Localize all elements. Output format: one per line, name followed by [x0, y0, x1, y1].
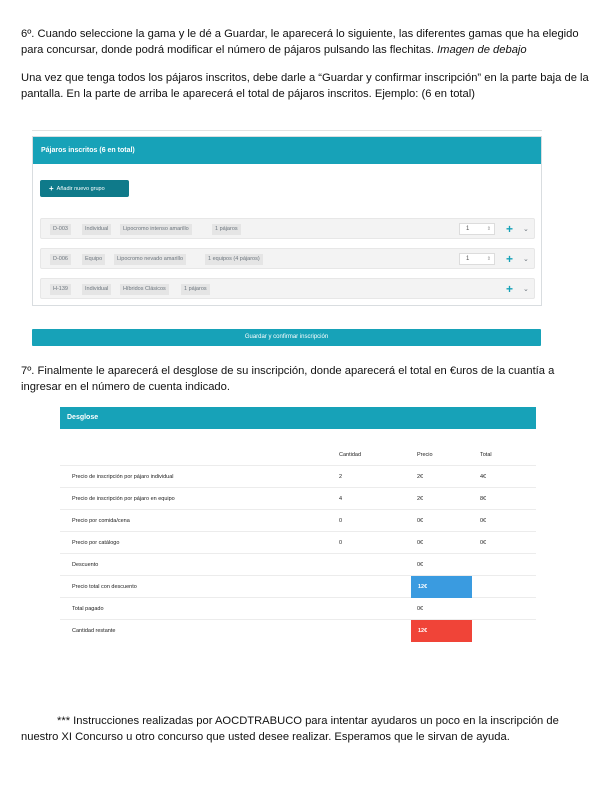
row-type: Individual	[82, 284, 111, 295]
step6-italic: Imagen de debajo	[437, 44, 527, 56]
row-precio: 0€	[417, 518, 424, 524]
row-code: D-003	[50, 224, 71, 235]
row-gama: Híbridos Clásicos	[120, 284, 169, 295]
row-gama: Lipocromo intenso amarillo	[120, 224, 192, 235]
step6-paragraph	[21, 26, 593, 58]
row-count: 1 pájaros	[212, 224, 241, 235]
plus-icon[interactable]: +	[506, 252, 514, 266]
row-precio: 12€	[418, 584, 428, 590]
table-header-row	[60, 444, 536, 466]
divider	[32, 130, 542, 131]
add-group-label: Añadir nuevo grupo	[56, 186, 105, 192]
header-total: Total	[480, 452, 492, 458]
quantity-stepper[interactable]	[459, 253, 495, 265]
row-label: Precio por catálogo	[72, 540, 120, 546]
table-row	[60, 620, 536, 642]
row-label: Precio de inscripción por pájaro individual	[72, 474, 174, 480]
row-precio: 2€	[417, 496, 424, 502]
quantity-value: 1	[466, 226, 470, 232]
plus-icon[interactable]: +	[506, 222, 514, 236]
table-row	[60, 598, 536, 620]
chevron-down-icon[interactable]: ⌄	[523, 286, 529, 293]
remaining-amount-cell	[411, 620, 472, 642]
row-precio: 0€	[417, 562, 424, 568]
row-code: D-006	[50, 254, 71, 265]
row-precio: 12€	[418, 628, 428, 634]
row-total: 4€	[480, 474, 487, 480]
birds-panel-title: Pájaros inscritos (6 en total)	[33, 137, 541, 164]
row-label: Cantidad restante	[72, 628, 116, 634]
step7-paragraph: 7º. Finalmente le aparecerá el desglose de su inscripción, donde aparecerá el total en €uros de la cuantía a ingresar en el número de cuenta indicado.	[21, 365, 555, 393]
quantity-stepper[interactable]	[459, 223, 495, 235]
row-cantidad: 0	[339, 518, 343, 524]
table-row	[60, 576, 536, 598]
plus-icon: +	[49, 184, 54, 193]
step6-paragraph-2: Una vez que tenga todos los pájaros inscritos, debe darle a “Guardar y confirmar inscripción” en la parte baja de la pantalla. En la parte de arriba le aparecerá el total de pájaros inscritos. Ejemplo: (6 en total)	[21, 72, 589, 100]
row-total: 0€	[480, 540, 487, 546]
table-row	[60, 466, 536, 488]
row-count: 1 pájaros	[181, 284, 210, 295]
plus-icon[interactable]: +	[506, 282, 514, 296]
desglose-title: Desglose	[60, 407, 536, 429]
bird-row	[40, 278, 535, 299]
total-discount-cell	[411, 576, 472, 598]
spinner-icon[interactable]: ⇕	[486, 226, 491, 232]
row-gama: Lipocromo nevado amarillo	[114, 254, 186, 265]
row-count: 1 equipos (4 pájaros)	[205, 254, 263, 265]
table-row	[60, 510, 536, 532]
bird-row	[40, 248, 535, 269]
step6-text: 6º. Cuando seleccione la gama y le dé a Guardar, le aparecerá lo siguiente, las diferentes gamas que ha elegido para concursar, donde podrá modificar el número de pájaros pulsando las flechitas.	[21, 28, 579, 56]
row-label: Precio total con descuento	[72, 584, 137, 590]
chevron-down-icon[interactable]: ⌄	[523, 226, 529, 233]
spinner-icon[interactable]: ⇕	[486, 256, 491, 262]
row-label: Precio de inscripción por pájaro en equipo	[72, 496, 175, 502]
footer-note: *** Instrucciones realizadas por AOCDTRABUCO para intentar ayudaros un poco en la inscripción de nuestro XI Concurso u otro concurso que usted desee realizar. Esperamos que le sirvan de ayuda.	[21, 715, 559, 743]
row-label: Precio por comida/cena	[72, 518, 130, 524]
row-cantidad: 2	[339, 474, 343, 480]
row-cantidad: 4	[339, 496, 343, 502]
chevron-down-icon[interactable]: ⌄	[523, 256, 529, 263]
row-label: Descuento	[72, 562, 99, 568]
table-row	[60, 532, 536, 554]
bird-row	[40, 218, 535, 239]
header-cantidad: Cantidad	[339, 452, 362, 458]
row-label: Total pagado	[72, 606, 104, 612]
desglose-panel	[60, 407, 536, 651]
row-total: 8€	[480, 496, 487, 502]
row-precio: 0€	[417, 540, 424, 546]
row-total: 0€	[480, 518, 487, 524]
header-precio: Precio	[417, 452, 433, 458]
table-row	[60, 488, 536, 510]
birds-panel	[32, 136, 542, 306]
table-row	[60, 554, 536, 576]
row-code: H-139	[50, 284, 71, 295]
row-type: Individual	[82, 224, 111, 235]
row-precio: 2€	[417, 474, 424, 480]
quantity-value: 1	[466, 256, 470, 262]
add-group-button[interactable]	[40, 180, 129, 197]
save-confirm-button[interactable]: Guardar y confirmar inscripción	[32, 329, 541, 346]
row-precio: 0€	[417, 606, 424, 612]
row-cantidad: 0	[339, 540, 343, 546]
row-type: Equipo	[82, 254, 105, 265]
